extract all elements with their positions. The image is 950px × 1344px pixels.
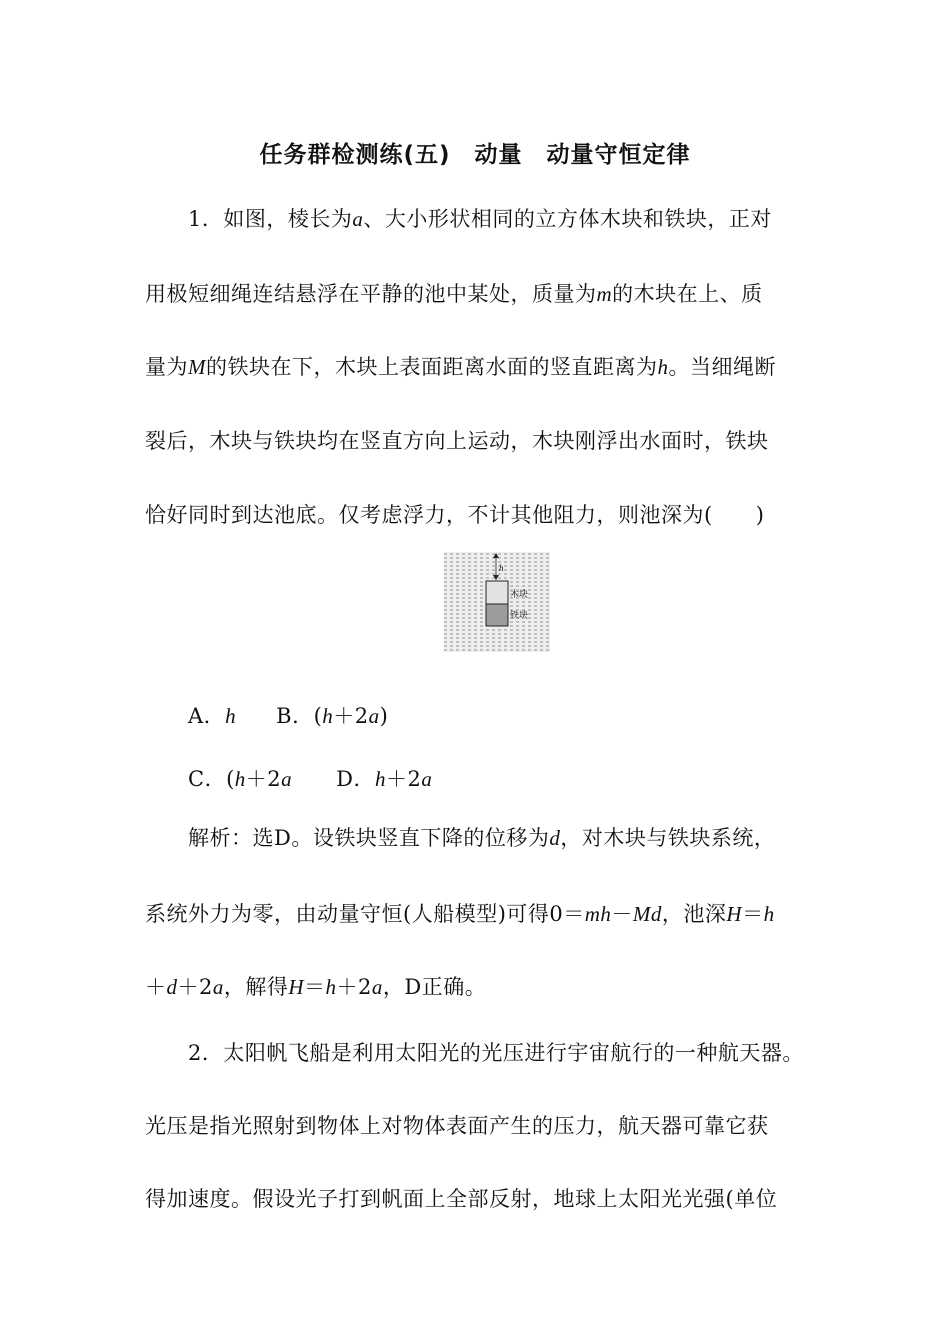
wood-label: 木块: [510, 590, 529, 600]
option-b: B．(h＋2a): [276, 704, 389, 728]
q1-line-5: 恰好同时到达池底。仅考虑浮力，不计其他阻力，则池深为( ): [145, 503, 765, 527]
q1-line-1: 1．如图，棱长为a、大小形状相同的立方体木块和铁块，正对: [188, 207, 772, 231]
q2-line-1: 2．太阳帆飞船是利用太阳光的光压进行宇宙航行的一种航天器。: [188, 1041, 804, 1065]
q1-solution-line-3: ＋d＋2a，解得H＝h＋2a，D正确。: [145, 975, 487, 999]
q2-line-2: 光压是指光照射到物体上对物体表面产生的压力，航天器可靠它获: [145, 1114, 769, 1138]
q1-line-2: 用极短细绳连结悬浮在平静的池中某处，质量为m的木块在上、质: [145, 282, 763, 306]
wood-block: [486, 581, 508, 604]
q1-solution-line-1: 解析：选D。设铁块竖直下降的位移为d，对木块与铁块系统，: [188, 826, 776, 850]
q1-figure: [444, 552, 550, 652]
q1-line-4: 裂后，木块与铁块均在竖直方向上运动，木块刚浮出水面时，铁块: [145, 429, 769, 453]
q1-options-cd: [188, 763, 432, 793]
h-label: h: [499, 563, 504, 573]
q1-solution-line-2: 系统外力为零，由动量守恒(人船模型)可得0＝mh－Md，池深H＝h: [145, 902, 775, 926]
option-a: A．h: [188, 704, 237, 728]
q2-line-3: 得加速度。假设光子打到帆面上全部反射，地球上太阳光光强(单位: [145, 1187, 778, 1211]
iron-label: 铁块: [510, 611, 529, 621]
pool-diagram: [444, 552, 550, 652]
page-title: 任务群检测练(五) 动量 动量守恒定律: [259, 142, 691, 168]
iron-block: [486, 604, 508, 626]
option-c: C．(h＋2a: [188, 767, 293, 791]
option-d: D．h＋2a: [336, 767, 433, 791]
q1-line-3: 量为M的铁块在下，木块上表面距离水面的竖直距离为h。当细绳断: [145, 355, 776, 379]
q1-options-ab: [188, 700, 388, 730]
